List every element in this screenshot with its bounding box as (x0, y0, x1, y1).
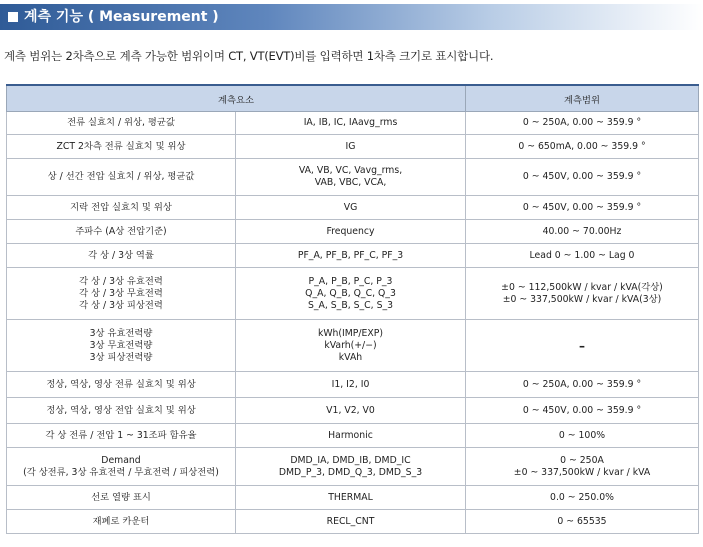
row-symbol: IA, IB, IC, IAavg_rms (236, 112, 466, 135)
row-range (466, 268, 699, 320)
row-range: 0 ~ 250A, 0.00 ~ 359.9 ° (466, 372, 699, 398)
section-title-text: 계측 기능 ( Measurement ) (24, 9, 219, 25)
row-symbol: THERMAL (236, 486, 466, 510)
row-range: 0 ~ 250A, 0.00 ~ 359.9 ° (466, 112, 699, 135)
table-row (7, 135, 699, 159)
row-name: 재폐로 카운터 (7, 510, 236, 534)
row-symbol-line: DMD_P_3, DMD_Q_3, DMD_S_3 (278, 466, 423, 478)
table-row (7, 372, 699, 398)
row-name (7, 320, 236, 372)
table-row (7, 448, 699, 486)
row-range: 0.0 ~ 250.0% (466, 486, 699, 510)
row-symbol-line: kVarh(+/−) (324, 339, 377, 351)
row-symbol (236, 448, 466, 486)
table-row (7, 268, 699, 320)
table-row (7, 159, 699, 196)
row-name (7, 268, 236, 320)
row-range-line: 0 ~ 250A (560, 454, 604, 466)
row-symbol: I1, I2, I0 (236, 372, 466, 398)
row-symbol (236, 159, 466, 196)
row-symbol-line: kWh(IMP/EXP) (317, 327, 384, 339)
table-row (7, 244, 699, 268)
row-symbol: RECL_CNT (236, 510, 466, 534)
row-range: 40.00 ~ 70.00Hz (466, 220, 699, 244)
row-name: 각 상 전류 / 전압 1 ~ 31조파 함유율 (7, 424, 236, 448)
col-header-range: 계측범위 (466, 85, 699, 112)
row-range: 0 ~ 650mA, 0.00 ~ 359.9 ° (466, 135, 699, 159)
row-range-line: ±0 ~ 337,500kW / kvar / kVA (513, 466, 651, 478)
row-symbol-line: kVAh (338, 351, 363, 363)
section-title (8, 4, 219, 30)
table-row (7, 510, 699, 534)
intro-text: 계측 범위는 2차측으로 계측 가능한 범위이며 CT, VT(EVT)비를 입력하면 1차측 크기로 표시합니다. (4, 49, 494, 63)
row-name-line: Demand (101, 454, 141, 466)
row-name-line: 3상 무효전력량 (89, 339, 153, 351)
row-range (466, 448, 699, 486)
row-name: 정상, 역상, 영상 전류 실효치 및 위상 (7, 372, 236, 398)
row-symbol (236, 268, 466, 320)
row-range: 0 ~ 100% (466, 424, 699, 448)
row-symbol: IG (236, 135, 466, 159)
row-name-line: 3상 유효전력량 (89, 327, 153, 339)
row-symbol: VG (236, 196, 466, 220)
row-name: 선로 열량 표시 (7, 486, 236, 510)
row-range-line: ±0 ~ 112,500kW / kvar / kVA(각상) (501, 281, 663, 293)
row-name: 각 상 / 3상 역률 (7, 244, 236, 268)
row-symbol: V1, V2, V0 (236, 398, 466, 424)
row-name: 주파수 (A상 전압기준) (7, 220, 236, 244)
row-name-line: (각 상전류, 3상 유효전력 / 무효전력 / 피상전력) (23, 466, 219, 478)
row-name-line: 각 상 / 3상 무효전력 (79, 287, 163, 299)
square-bullet-icon (8, 12, 18, 22)
row-name: 지락 전압 실효치 및 위상 (7, 196, 236, 220)
row-range: Lead 0 ~ 1.00 ~ Lag 0 (466, 244, 699, 268)
row-name: ZCT 2차측 전류 실효치 및 위상 (7, 135, 236, 159)
row-name-line: 각 상 / 3상 유효전력 (79, 275, 163, 287)
row-symbol-line: Q_A, Q_B, Q_C, Q_3 (305, 287, 396, 299)
row-range: – (466, 320, 699, 372)
row-range-line: ±0 ~ 337,500kW / kvar / kVA(3상) (502, 293, 662, 305)
row-name-line: 각 상 / 3상 피상전력 (79, 299, 163, 311)
measurement-table (6, 84, 699, 534)
row-symbol (236, 320, 466, 372)
row-symbol: Harmonic (236, 424, 466, 448)
col-header-element: 계측요소 (7, 85, 466, 112)
row-range: 0 ~ 450V, 0.00 ~ 359.9 ° (466, 398, 699, 424)
table-row (7, 320, 699, 372)
row-name: 전류 실효치 / 위상, 평균값 (7, 112, 236, 135)
row-symbol: Frequency (236, 220, 466, 244)
row-range: 0 ~ 450V, 0.00 ~ 359.9 ° (466, 159, 699, 196)
row-name (7, 448, 236, 486)
section-header-bar (0, 4, 703, 30)
table-header-row (7, 85, 699, 112)
row-symbol: PF_A, PF_B, PF_C, PF_3 (236, 244, 466, 268)
row-symbol-line: P_A, P_B, P_C, P_3 (308, 275, 393, 287)
table-row (7, 112, 699, 135)
row-symbol-line: VAB, VBC, VCA, (314, 177, 387, 188)
table-row (7, 486, 699, 510)
row-symbol-line: DMD_IA, DMD_IB, DMD_IC (290, 454, 411, 466)
row-range: 0 ~ 450V, 0.00 ~ 359.9 ° (466, 196, 699, 220)
table-row (7, 398, 699, 424)
row-symbol-line: S_A, S_B, S_C, S_3 (307, 299, 394, 311)
table-row (7, 196, 699, 220)
row-range: 0 ~ 65535 (466, 510, 699, 534)
table-row (7, 424, 699, 448)
table-row (7, 220, 699, 244)
row-name-line: 3상 피상전력량 (89, 351, 153, 363)
row-name: 상 / 선간 전압 실효치 / 위상, 평균값 (7, 159, 236, 196)
row-name: 정상, 역상, 영상 전압 실효치 및 위상 (7, 398, 236, 424)
row-symbol-line: VA, VB, VC, Vavg_rms, (298, 165, 403, 176)
